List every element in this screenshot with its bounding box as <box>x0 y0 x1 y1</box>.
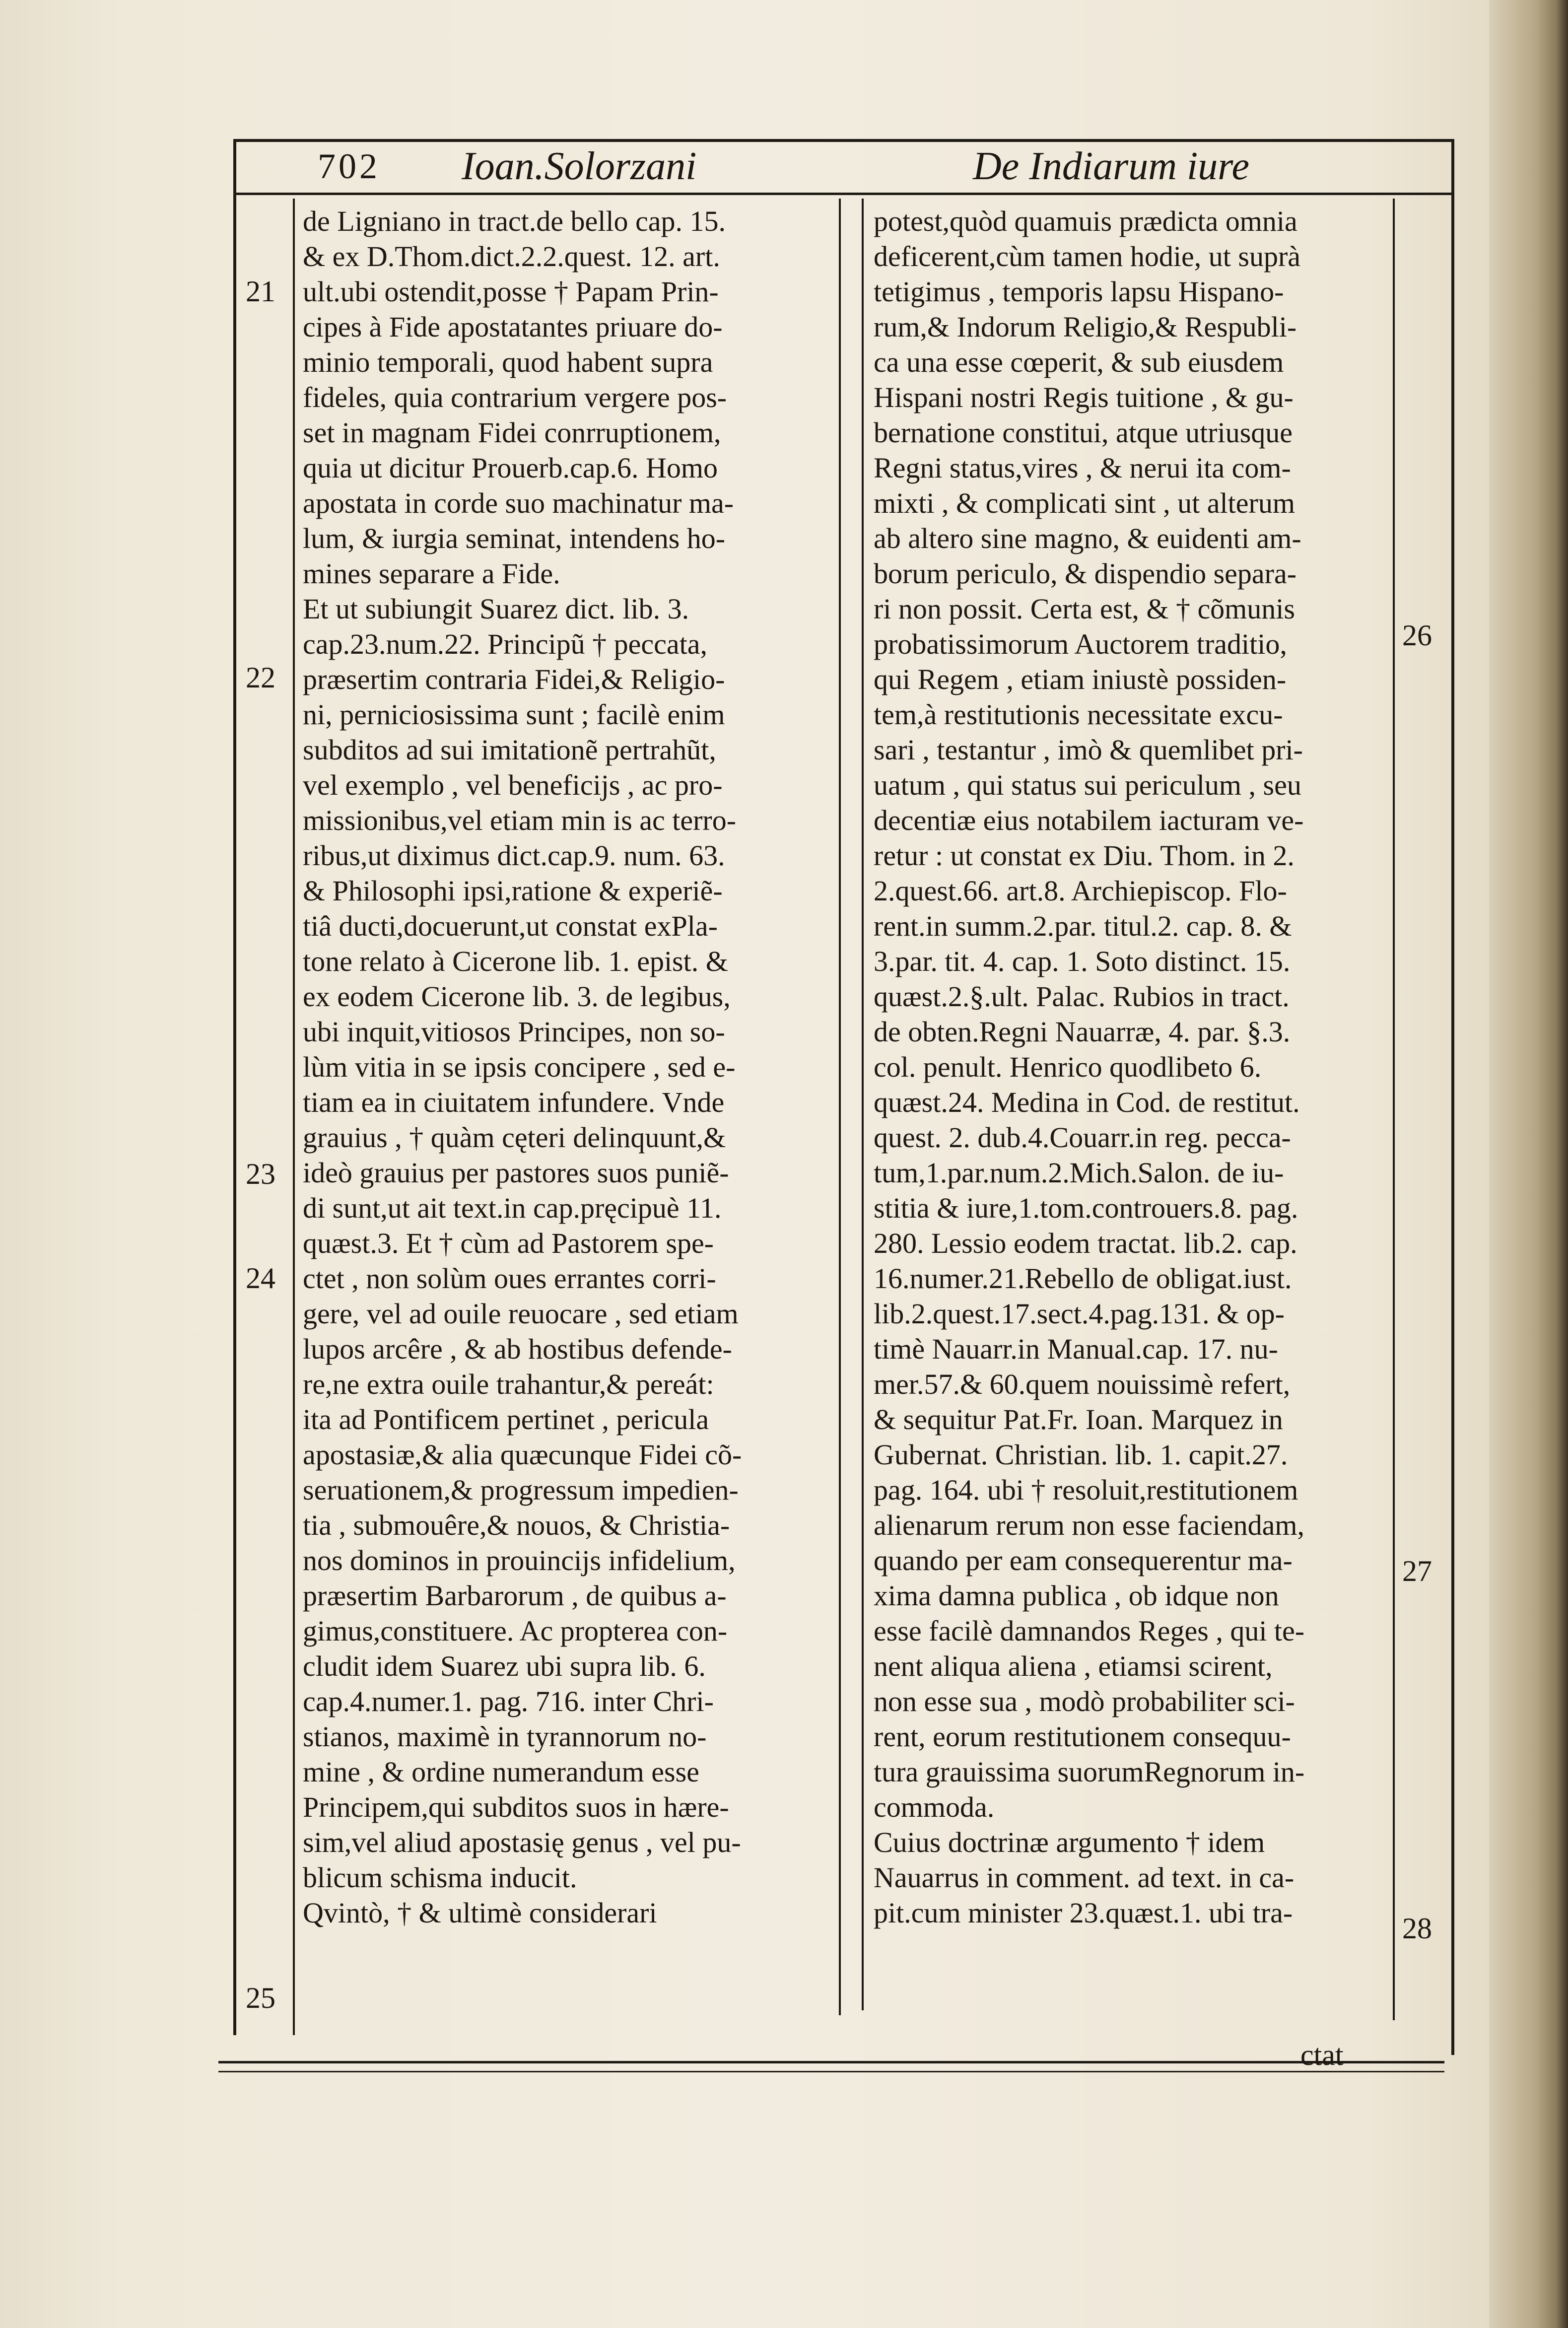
text-line: lùm vitia in se ipsis concipere , sed e- <box>303 1051 736 1083</box>
text-line: quando per eam consequerentur ma- <box>874 1544 1293 1576</box>
text-line: probatissimorum Auctorem traditio, <box>874 628 1287 660</box>
text-line: ca una esse cœperit, & sub eiusdem <box>874 346 1284 378</box>
text-line: mixti , & complicati sint , ut alterum <box>874 487 1295 519</box>
text-line: ni, perniciosissima sunt ; facilè enim <box>303 698 725 731</box>
text-line: lupos arcêre , & ab hostibus defende- <box>303 1333 732 1365</box>
text-line: tura grauissima suorumRegnorum in- <box>874 1756 1305 1788</box>
text-line: non esse sua , modò probabiliter sci- <box>874 1685 1295 1717</box>
text-line: quæst.2.§.ult. Palac. Rubios in tract. <box>874 980 1290 1013</box>
text-line: alienarum rerum non esse faciendam, <box>874 1509 1305 1541</box>
text-line: bernatione constitui, atque utriusque <box>874 416 1293 449</box>
text-line: lum, & iurgia seminat, intendens ho- <box>303 522 726 554</box>
text-line: quest. 2. dub.4.Couarr.in reg. pecca- <box>874 1121 1291 1154</box>
text-line: mine , & ordine numerandum esse <box>303 1756 699 1788</box>
text-line: rum,& Indorum Religio,& Respubli- <box>874 311 1297 343</box>
text-line: & sequitur Pat.Fr. Ioan. Marquez in <box>874 1403 1283 1436</box>
text-line: nent aliqua aliena , etiamsi scirent, <box>874 1650 1273 1682</box>
text-line: quæst.24. Medina in Cod. de restitut. <box>874 1086 1300 1118</box>
text-line: apostasiæ,& alia quæcunque Fidei cõ- <box>303 1438 742 1471</box>
text-line: potest,quòd quamuis prædicta omnia <box>874 205 1297 237</box>
text-line: 280. Lessio eodem tractat. lib.2. cap. <box>874 1227 1297 1259</box>
text-line: ult.ubi ostendit,posse † Papam Prin- <box>303 275 719 308</box>
text-line: cipes à Fide apostatantes priuare do- <box>303 311 723 343</box>
text-line: ab altero sine magno, & euidenti am- <box>874 522 1301 554</box>
text-line: sim,vel aliud apostasię genus , vel pu- <box>303 1826 741 1858</box>
margin-number-24: 24 <box>246 1262 275 1295</box>
text-line: blicum schisma inducit. <box>303 1861 577 1894</box>
margin-number-26: 26 <box>1402 619 1432 652</box>
text-line: vel exemplo , vel beneficijs , ac pro- <box>303 769 723 801</box>
text-line: præsertim Barbarorum , de quibus a- <box>303 1579 727 1612</box>
text-line: ctet , non solùm oues errantes corri- <box>303 1262 716 1295</box>
text-line: Nauarrus in comment. ad text. in ca- <box>874 1861 1295 1894</box>
text-line: tiâ ducti,docuerunt,ut constat exPla- <box>303 910 718 942</box>
header-underline <box>233 193 1454 195</box>
text-line: & ex D.Thom.dict.2.2.quest. 12. art. <box>303 240 720 273</box>
margin-number-28: 28 <box>1402 1912 1432 1945</box>
text-line: ex eodem Cicerone lib. 3. de legibus, <box>303 980 731 1013</box>
text-line: quia ut dicitur Prouerb.cap.6. Homo <box>303 452 718 484</box>
text-line: Hispani nostri Regis tuitione , & gu- <box>874 381 1294 413</box>
text-line: fideles, quia contrarium vergere pos- <box>303 381 727 413</box>
text-line: tum,1.par.num.2.Mich.Salon. de iu- <box>874 1157 1284 1189</box>
text-line: ideò grauius per pastores suos puniẽ- <box>303 1157 729 1189</box>
text-line: de Ligniano in tract.de bello cap. 15. <box>303 205 726 237</box>
text-line: præsertim contraria Fidei,& Religio- <box>303 663 725 695</box>
text-line: tone relato à Cicerone lib. 1. epist. & <box>303 945 728 977</box>
text-line: qui Regem , etiam iniustè possiden- <box>874 663 1287 695</box>
running-head-title: De Indiarum iure <box>973 144 1249 188</box>
text-line: col. penult. Henrico quodlibeto 6. <box>874 1051 1262 1083</box>
text-line: 3.par. tit. 4. cap. 1. Soto distinct. 15. <box>874 945 1291 977</box>
margin-number-21: 21 <box>246 275 275 308</box>
page-number: 702 <box>318 146 380 186</box>
page-edge-shadow <box>1489 0 1568 2328</box>
text-line: Gubernat. Christian. lib. 1. capit.27. <box>874 1438 1288 1471</box>
right-text-column <box>874 204 1395 1930</box>
text-line: apostata in corde suo machinatur ma- <box>303 487 734 519</box>
text-line: decentiæ eius notabilem iacturam ve- <box>874 804 1304 836</box>
text-line: gimus,constituere. Ac propterea con- <box>303 1615 728 1647</box>
text-line: retur : ut constat ex Diu. Thom. in 2. <box>874 839 1295 872</box>
text-line: tem,à restitutionis necessitate excu- <box>874 698 1283 731</box>
outer-right-rule <box>1451 139 1454 2055</box>
text-line: quæst.3. Et † cùm ad Pastorem spe- <box>303 1227 714 1259</box>
text-line: subditos ad sui imitationẽ pertrahũt, <box>303 734 716 766</box>
text-line: borum periculo, & dispendio separa- <box>874 557 1297 590</box>
margin-number-27: 27 <box>1402 1555 1432 1587</box>
text-line: grauius , † quàm cęteri delinquunt,& <box>303 1121 726 1154</box>
text-line: ri non possit. Certa est, & † cõmunis <box>874 593 1295 625</box>
text-line: & Philosophi ipsi,ratione & experiẽ- <box>303 875 723 907</box>
text-line: de obten.Regni Nauarræ, 4. par. §.3. <box>874 1016 1291 1048</box>
text-line: 2.quest.66. art.8. Archiepiscop. Flo- <box>874 875 1287 907</box>
column-divider-left <box>839 199 841 2015</box>
text-line: Et ut subiungit Suarez dict. lib. 3. <box>303 593 689 625</box>
inner-left-rule <box>293 199 295 2035</box>
running-head-author: Ioan.Solorzani <box>462 144 697 188</box>
text-line: tetigimus , temporis lapsu Hispano- <box>874 275 1284 308</box>
text-line: lib.2.quest.17.sect.4.pag.131. & op- <box>874 1298 1285 1330</box>
text-line: gere, vel ad ouile reuocare , sed etiam <box>303 1298 739 1330</box>
text-line: tiam ea in ciuitatem infundere. Vnde <box>303 1086 725 1118</box>
text-line: rent, eorum restitutionem consequu- <box>874 1720 1291 1753</box>
text-line: esse facilè damnandos Reges , qui te- <box>874 1615 1305 1647</box>
text-line: set in magnam Fidei conrruptionem, <box>303 416 721 449</box>
text-line: cap.23.num.22. Principũ † peccata, <box>303 628 707 660</box>
left-text-column <box>303 204 824 1930</box>
header-rule <box>233 139 1454 142</box>
outer-left-rule <box>233 139 236 2035</box>
text-line: stianos, maximè in tyrannorum no- <box>303 1720 707 1753</box>
margin-number-22: 22 <box>246 661 275 694</box>
catchword: ctat <box>1300 2039 1344 2071</box>
text-line: pit.cum minister 23.quæst.1. ubi tra- <box>874 1897 1293 1929</box>
text-line: Cuius doctrinæ argumento † idem <box>874 1826 1265 1858</box>
text-line: re,ne extra ouile trahantur,& pereát: <box>303 1368 714 1400</box>
text-line: commoda. <box>874 1791 995 1823</box>
text-line: mer.57.& 60.quem nouissimè refert, <box>874 1368 1291 1400</box>
text-line: timè Nauarr.in Manual.cap. 17. nu- <box>874 1333 1278 1365</box>
text-line: Principem,qui subditos suos in hære- <box>303 1791 729 1823</box>
text-line: tia , submouêre,& nouos, & Christia- <box>303 1509 730 1541</box>
text-line: sari , testantur , imò & quemlibet pri- <box>874 734 1303 766</box>
footer-rule-lower <box>218 2071 1444 2072</box>
text-line: Regni status,vires , & nerui ita com- <box>874 452 1291 484</box>
margin-number-25: 25 <box>246 1982 275 2014</box>
text-line: minio temporali, quod habent supra <box>303 346 713 378</box>
text-line: cludit idem Suarez ubi supra lib. 6. <box>303 1650 706 1682</box>
text-line: rent.in summ.2.par. titul.2. cap. 8. & <box>874 910 1292 942</box>
footer-rule <box>218 2061 1444 2063</box>
text-line: di sunt,ut ait text.in cap.pręcipuè 11. <box>303 1192 722 1224</box>
text-line: ita ad Pontificem pertinet , pericula <box>303 1403 709 1436</box>
text-line: cap.4.numer.1. pag. 716. inter Chri- <box>303 1685 714 1717</box>
text-line: seruationem,& progressum impedien- <box>303 1474 739 1506</box>
text-line: Qvintò, † & ultimè considerari <box>303 1897 657 1929</box>
margin-number-23: 23 <box>246 1158 275 1190</box>
text-line: mines separare a Fide. <box>303 557 560 590</box>
text-line: ribus,ut diximus dict.cap.9. num. 63. <box>303 839 725 872</box>
text-line: ubi inquit,vitiosos Principes, non so- <box>303 1016 725 1048</box>
text-line: 16.numer.21.Rebello de obligat.iust. <box>874 1262 1292 1295</box>
text-line: uatum , qui status sui periculum , seu <box>874 769 1301 801</box>
text-line: pag. 164. ubi † resoluit,restitutionem <box>874 1474 1298 1506</box>
text-line: missionibus,vel etiam min is ac terro- <box>303 804 737 836</box>
column-divider-right <box>862 199 864 2010</box>
text-line: deficerent,cùm tamen hodie, ut suprà <box>874 240 1301 273</box>
text-line: stitia & iure,1.tom.controuers.8. pag. <box>874 1192 1298 1224</box>
text-line: xima damna publica , ob idque non <box>874 1579 1279 1612</box>
text-line: nos dominos in prouincijs infidelium, <box>303 1544 736 1576</box>
